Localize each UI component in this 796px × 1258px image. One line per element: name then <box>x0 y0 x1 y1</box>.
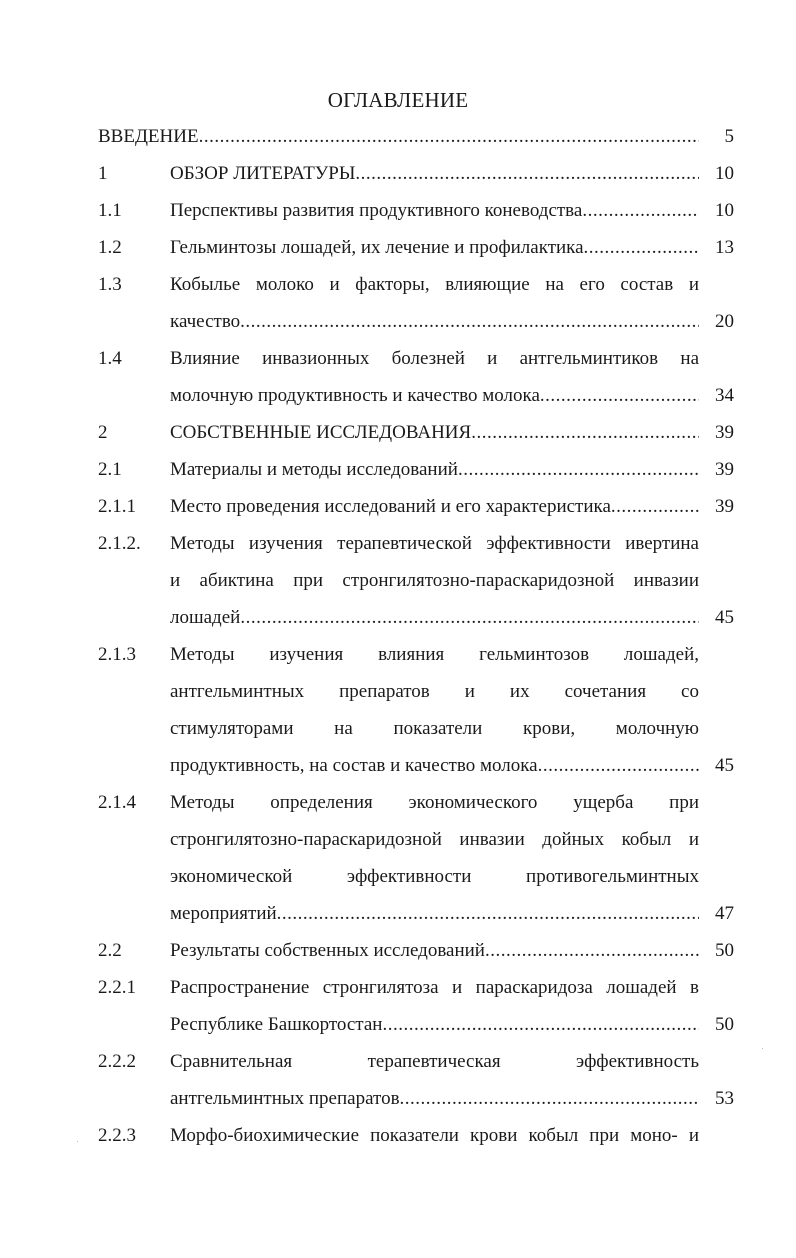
toc-entry-title-text: качество <box>170 311 241 332</box>
toc-entry-title-text: ОБЗОР ЛИТЕРАТУРЫ <box>170 163 356 184</box>
toc-entry-title-text: Материалы и методы исследований <box>170 459 458 480</box>
toc-entry-title-line-with-leader <box>170 1006 699 1043</box>
toc-entry-title-line-with-leader <box>170 932 699 969</box>
toc-entry-number: 2.2.3 <box>98 1125 136 1146</box>
toc-entry-title-text: экономической эффективности противогельминтных <box>170 866 699 887</box>
toc-entry-page-number: 45 <box>715 607 734 628</box>
toc-entry-title-text: Кобылье молоко и факторы, влияющие на его состав и <box>170 274 699 295</box>
toc-entry-number: 2.2 <box>98 940 122 961</box>
toc-entry-number: 2.2.2 <box>98 1051 136 1072</box>
toc-entry-page-number: 5 <box>724 126 734 147</box>
toc-entry-number: 2.1.2. <box>98 533 141 554</box>
toc-entry-title-text: Методы определения экономического ущерба при <box>170 792 699 813</box>
toc-entry-page-number: 45 <box>715 755 734 776</box>
toc-entry-title <box>170 414 699 451</box>
toc-entry-page-number: 10 <box>715 163 734 184</box>
toc-entry-title <box>170 229 699 266</box>
toc-entry-number: 2.2.1 <box>98 977 136 998</box>
toc-entry-title-line-with-leader <box>170 488 699 525</box>
toc-entry-title-text: Методы изучения терапевтической эффективности ивертина <box>170 533 699 554</box>
toc-entry-title-text: мероприятий <box>170 903 277 924</box>
toc-entry-title-text: Влияние инвазионных болезней и антгельминтиков на <box>170 348 699 369</box>
toc-entry-title-text: молочную продуктивность и качество молока <box>170 385 540 406</box>
toc-entry-title-line-with-leader <box>98 118 699 155</box>
dot-leader <box>540 377 699 414</box>
toc-entry-number: 2.1 <box>98 459 122 480</box>
toc-entry-title-text: Республике Башкортостан <box>170 1014 383 1035</box>
toc-entry-number: 1 <box>98 163 108 184</box>
toc-entry-title-text: продуктивность, на состав и качество молока <box>170 755 538 776</box>
toc-entry-page-number: 20 <box>715 311 734 332</box>
toc-entry-page-number: 53 <box>715 1088 734 1109</box>
toc-entry-number: 1.3 <box>98 274 122 295</box>
toc-entry-title <box>170 969 699 1043</box>
dot-leader <box>277 895 699 932</box>
dot-leader <box>485 932 699 969</box>
toc-entry-title-text: и абиктина при стронгилятозно-параскаридозной инвазии <box>170 570 699 591</box>
toc-entry-title-line-with-leader <box>170 1080 699 1117</box>
dot-leader <box>458 451 699 488</box>
toc-entry-page-number: 13 <box>715 237 734 258</box>
toc-entry-title-text: СОБСТВЕННЫЕ ИССЛЕДОВАНИЯ <box>170 422 472 443</box>
dot-leader <box>400 1080 699 1117</box>
toc-entry-title-text: Результаты собственных исследований <box>170 940 485 961</box>
toc-entry-page-number: 10 <box>715 200 734 221</box>
toc-entry-title-text: Методы изучения влияния гельминтозов лошадей, <box>170 644 699 665</box>
toc-entry-title <box>170 784 699 932</box>
dot-leader <box>355 155 699 192</box>
toc-entry-title-line-with-leader <box>170 747 699 784</box>
toc-entry-title-line-with-leader <box>170 377 699 414</box>
toc-entry-number: 2 <box>98 422 108 443</box>
toc-entry-title <box>170 1117 699 1154</box>
toc-entry-title <box>170 340 699 414</box>
scan-speck <box>77 1141 78 1142</box>
toc-entry-number: 1.4 <box>98 348 122 369</box>
toc-entry-page-number: 50 <box>715 940 734 961</box>
dot-leader <box>471 414 699 451</box>
toc-entry-page-number: 47 <box>715 903 734 924</box>
toc-entry-title-line-with-leader <box>170 303 699 340</box>
dot-leader <box>611 488 699 525</box>
toc-entry-title <box>170 932 699 969</box>
toc-entry-page-number: 39 <box>715 422 734 443</box>
toc-entry-title-line-with-leader <box>170 155 699 192</box>
toc-entry-title-text: Перспективы развития продуктивного коневодства <box>170 200 583 221</box>
toc-entry-title <box>170 636 699 784</box>
toc-entry-title-text: Сравнительная терапевтическая эффективность <box>170 1051 699 1072</box>
dot-leader <box>382 1006 699 1043</box>
toc-entry-title-text: Место проведения исследований и его характеристика <box>170 496 611 517</box>
toc-entry-title-text: стронгилятозно-параскаридозной инвазии дойных кобыл и <box>170 829 699 850</box>
toc-entry-title <box>170 488 699 525</box>
dot-leader <box>199 118 699 155</box>
toc-entry-title <box>170 266 699 340</box>
toc-entry-title-line-with-leader <box>170 229 699 266</box>
toc-entry-page-number: 50 <box>715 1014 734 1035</box>
dot-leader <box>584 229 699 266</box>
toc-entry-number: 1.1 <box>98 200 122 221</box>
toc-entry-number: 2.1.3 <box>98 644 136 665</box>
toc-entry-page-number: 39 <box>715 459 734 480</box>
toc-entry-title-text: антгельминтных препаратов <box>170 1088 400 1109</box>
dot-leader <box>538 747 699 784</box>
toc-entry-title <box>170 1043 699 1117</box>
toc-entry-title-text: антгельминтных препаратов и их сочетания со <box>170 681 699 702</box>
toc-entry-title-text: стимуляторами на показатели крови, молочную <box>170 718 699 739</box>
toc-entry-title <box>170 525 699 636</box>
toc-entry-title <box>170 451 699 488</box>
toc-entry-title-text: Гельминтозы лошадей, их лечение и профилактика <box>170 237 584 258</box>
toc-entry-title-line-with-leader <box>170 895 699 932</box>
toc-entry-page-number: 34 <box>715 385 734 406</box>
scan-speck <box>762 1048 763 1049</box>
toc-entry-title <box>98 118 699 155</box>
toc-entry-title <box>170 192 699 229</box>
toc-entry-title-text: лошадей <box>170 607 241 628</box>
toc-entry-title-text: ВВЕДЕНИЕ <box>98 126 199 147</box>
toc-entry-number: 2.1.1 <box>98 496 136 517</box>
toc-entry-number: 2.1.4 <box>98 792 136 813</box>
toc-entry-title-text: Морфо-биохимические показатели крови кобыл при моно- и <box>170 1125 699 1146</box>
toc-entry-title-line-with-leader <box>170 599 699 636</box>
dot-leader <box>582 192 699 229</box>
toc-entry-number: 1.2 <box>98 237 122 258</box>
dot-leader <box>240 599 699 636</box>
toc-entry-title-line-with-leader <box>170 414 699 451</box>
dot-leader <box>240 303 699 340</box>
toc-entry-page-number: 39 <box>715 496 734 517</box>
page-title: ОГЛАВЛЕНИЕ <box>327 88 469 112</box>
toc-entry-title <box>170 155 699 192</box>
toc-entry-title-line-with-leader <box>170 451 699 488</box>
toc-entry-title-text: Распространение стронгилятоза и параскаридоза лошадей в <box>170 977 699 998</box>
toc-entry-title-line-with-leader <box>170 192 699 229</box>
